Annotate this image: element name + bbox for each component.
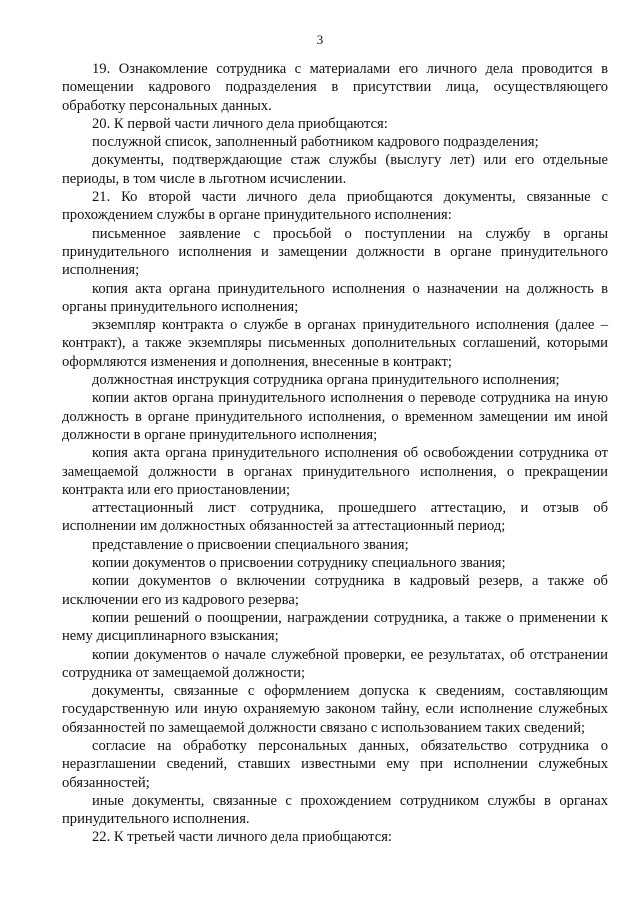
list-item: копии актов органа принудительного исполнения о переводе сотрудника на иную должность в органе принудительного исполнения, о временном замещении им иной должности в органе принудительного исполнения; — [62, 390, 608, 443]
paragraph-19: 19. Ознакомление сотрудника с материалами его личного дела проводится в помещении кадрового подразделения в присутствии лица, осуществляющего обработку персональных данных. — [62, 61, 608, 114]
list-item: копии решений о поощрении, награждении сотрудника, а также о применении к нему дисциплинарного взыскания; — [62, 609, 608, 645]
paragraph-21: 21. Ко второй части личного дела приобщаются документы, связанные с прохождением службы в органе принудительного исполнения: — [62, 189, 608, 224]
list-item: должностная инструкция сотрудника органа принудительного исполнения; — [92, 372, 560, 389]
list-item: экземпляр контракта о службе в органах принудительного исполнения (далее – контракт), а также экземпляры письменных дополнительных соглашений, которыми оформляются изменения и дополнения, внесенные в контракт; — [62, 317, 608, 370]
list-item: иные документы, связанные с прохождением сотрудником службы в органах принудительного исполнения. — [62, 792, 608, 828]
list-item: представление о присвоении специального звания; — [92, 536, 409, 553]
list-item: копии документов о включении сотрудника в кадровый резерв, а также об исключении его из кадрового резерва; — [62, 573, 608, 608]
list-item: копии документов о начале служебной проверки, ее результатах, об отстранении сотрудника от замещаемой должности; — [62, 646, 608, 681]
list-item: согласие на обработку персональных данных, обязательство сотрудника о неразглашении сведений, ставших известными ему при исполнении служебных обязанностей; — [62, 737, 608, 791]
page-number: 3 — [316, 32, 324, 47]
list-item: документы, подтверждающие стаж службы (выслугу лет) или его отдельные периоды, в том числе в льготном исчислении. — [62, 152, 608, 187]
paragraph-22: 22. К третьей части личного дела приобщаются: — [92, 829, 392, 846]
list-item: копия акта органа принудительного исполнения о назначении на должность в органы принудительного исполнения; — [62, 280, 608, 315]
list-item: письменное заявление с просьбой о поступлении на службу в органы принудительного исполнения и замещении должности в органе принудительного исполнения; — [62, 225, 608, 279]
paragraph-20: 20. К первой части личного дела приобщаются: — [92, 115, 388, 132]
list-item: документы, связанные с оформлением допуска к сведениям, составляющим государственную или иную охраняемую законом тайну, если исполнение служебных обязанностей по замещаемой должности связано с использованием таких сведений; — [62, 683, 608, 736]
document-body — [62, 60, 608, 847]
list-item: копии документов о присвоении сотруднику специального звания; — [92, 555, 506, 572]
list-item: копия акта органа принудительного исполнения об освобождении сотрудника от замещаемой должности в органах принудительного исполнения, о прекращении контракта или его приостановлении; — [62, 445, 608, 498]
list-item: послужной список, заполненный работником кадрового подразделения; — [92, 134, 539, 151]
list-item: аттестационный лист сотрудника, прошедшего аттестацию, и отзыв об исполнении им должностных обязанностей за аттестационный период; — [62, 500, 608, 535]
